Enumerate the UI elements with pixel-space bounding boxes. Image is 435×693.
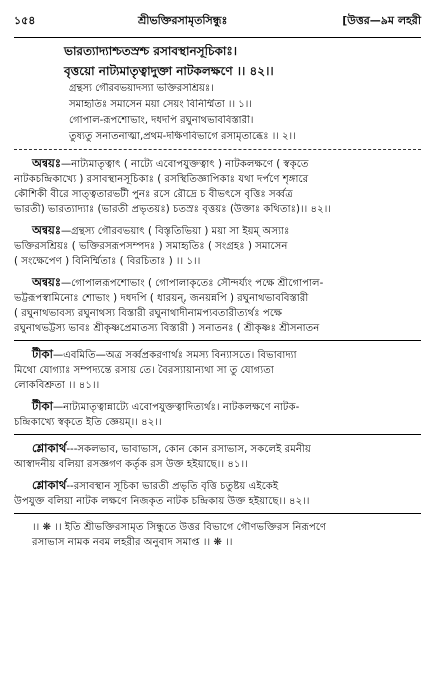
tika-text: লোকবিশ্রুতা ।। ৪১।।	[14, 379, 100, 391]
anvaya-section-3	[14, 275, 421, 336]
tika-heading: টীকা	[32, 346, 53, 361]
running-title: শ্রীভক্তিরসামৃতসিন্ধুঃ	[138, 14, 228, 27]
slokartha-text: আস্বাদনীয় বলিয়া রসজ্ঞগণ কর্তৃক রস উক্ত হইয়াছে।। ৪১।।	[14, 458, 248, 470]
section-separator	[14, 149, 421, 150]
sloka-line: সমাহৃতিঃ সমাসেন ময়া সেয়ং বিনির্ম্মিতা ।। ১।।	[69, 98, 252, 110]
tika-section-1	[14, 347, 421, 393]
page-number: ১৫৪	[14, 14, 36, 27]
anvaya-text: কৌশিকী বীরে সাত্ত্বতারভটী পুনঃ রসে রৌদ্রে চ বীভৎসে বৃত্তিঃ সর্ব্বত্র	[14, 188, 293, 200]
anvaya-text: ভারতী) ভারত্যাদ্যাঃ (ভারতী প্রভৃতয়ঃ) চতস্রঃ বৃত্তয়ঃ (উক্তাঃ কথিতাঃ)।। ৪২।।	[14, 203, 332, 215]
anvaya-text: —গ্রন্থস্য গৌরবভয়াৎ ( বিস্তৃতিভিয়া ) ময়া সা ইয়ম্ অস্যাঃ	[60, 225, 290, 237]
page-header	[14, 12, 421, 31]
anvaya-text: —গোপালরূপশোভাং ( গোপালাকৃতেঃ সৌন্দর্য্যং পক্ষে শ্রীগোপাল-	[60, 277, 324, 289]
sloka-line: গ্রন্থস্য গৌরবভয়াদস্যা ভক্তিরসশ্রিয়ঃ।	[69, 82, 214, 94]
anvaya-section-1	[14, 156, 421, 217]
colophon	[14, 520, 421, 550]
tika-section-2	[14, 399, 421, 430]
sloka-line: তুষ্যতু সনাতনাত্মা,প্রথম-দক্ষিণবিভাগে রসামৃতাব্ধেঃ ।। ২।।	[69, 130, 296, 142]
anvaya-text: ( সংক্ষেপেণ ) বিনির্ম্মিতাঃ ( বিরচিতাঃ ) ।। ১।।	[14, 255, 201, 267]
colophon-line: ।। ❋ ।। ইতি শ্রীভক্তিরসামৃত সিন্ধুতে উত্তর বিভাগে গৌণভক্তিরস নিরূপণে	[32, 521, 327, 533]
sloka-line: গোপাল-রূপশোভাং, দধদপি রঘুনাথভাববিস্তারী।	[69, 114, 254, 126]
tika-heading: টীকা	[32, 398, 53, 413]
tika-text: —এবমিতি—অত্র সর্ব্বপ্রকরণার্থঃ সমস্য বিন্যাসতে। বিভাবাদ্যা	[52, 349, 297, 361]
slokartha-heading: শ্লোকার্থ	[32, 440, 67, 455]
slokartha-text: ---সকলভাব, ভাবাভাস, কোন কোন রসাভাস, সকলেই রমনীয়	[66, 443, 311, 455]
anvaya-heading: অন্বয়ঃ	[32, 222, 61, 237]
anvaya-text: ( রঘুনাথভাবস্য রঘুনাথস্য বিস্তারী রঘুনাথাদীনামপ্যবতারীত্যর্থঃ পক্ষে	[14, 307, 283, 319]
anvaya-text: —নাট্যমাতৃত্বাৎ ( নাট্যে এবোপযুক্তত্বাৎ ) নাটকলক্ষণে ( স্বকৃতে	[60, 158, 309, 170]
colophon-line: রসাভাস নামক নবম লহরীর অনুবাদ সমাপ্ত ।। ❋ ।।	[32, 536, 233, 548]
anvaya-text: রঘুনাথভট্টস্য ভাবঃ শ্রীকৃষ্ণপ্রেমাতস্য বিস্তারী ) সনাতনঃ ( শ্রীকৃষ্ণঃ শ্রীসনাতন	[14, 322, 320, 334]
tika-text: চন্দ্রিকাখ্যে স্বকৃতে ইতি জ্ঞেয়ম্।। ৪২।।	[14, 416, 162, 428]
slokartha-text: উপযুক্ত বলিয়া নাটক লক্ষণে নিজকৃত নাটক চন্দ্রিকায় উক্ত হইয়াছে।। ৪২।।	[14, 495, 310, 507]
section-label: [উত্তর—৯ম লহরী	[342, 14, 421, 27]
anvaya-heading: অন্বয়ঃ	[32, 155, 61, 170]
slokartha-text: --রসাবস্থান সূচিকা ভারতী প্রভৃতি বৃত্তি চতুষ্টয় এইকেই	[66, 480, 279, 492]
section-rule	[14, 340, 421, 341]
slokartha-heading: শ্লোকার্থ	[32, 477, 67, 492]
section-rule	[14, 434, 421, 435]
tika-text: —নাট্যমাতৃত্বান্নাট্যে এবোপযুক্তত্বাদিত্যর্থঃ। নাটকলক্ষণে নাটক-	[52, 401, 300, 413]
slokartha-section-1	[14, 441, 421, 472]
anvaya-text: নাটকচন্দ্রিকাখ্যে ) রসাবস্থানসূচিকাঃ ( রসস্থিতিজ্ঞাপিকাঃ যথা দর্পণে শৃঙ্গারে	[14, 173, 309, 185]
section-rule	[14, 513, 421, 514]
anvaya-section-2	[14, 223, 421, 269]
anvaya-text: ভক্তিরসশ্রিয়ঃ ( ভক্তিরসরূপসম্পদঃ ) সমাহৃতিঃ ( সংগ্রহঃ ) সমাসেন	[14, 240, 288, 252]
verse-title-line-2: বৃত্তয়ো নাট্যমাতৃত্বাদুক্তা নাটকলক্ষণে ।। ৪২।।	[64, 64, 274, 79]
slokartha-section-2	[14, 478, 421, 509]
verse-title-line-1: ভারত্যাদ্যাশ্চতস্রশ্চ রসাবস্থানসূচিকাঃ।	[64, 44, 238, 58]
tika-text: মিথো যোগ্যাঃ সম্পদ্যন্তে রসায় তে। বৈরস্যায়ান্যথা সা তু যোগ্যতা	[14, 364, 274, 376]
anvaya-heading: অন্বয়ঃ	[32, 274, 61, 289]
header-rule	[14, 37, 421, 38]
sloka-block	[14, 83, 421, 143]
anvaya-text: ভট্টরূপস্বামিনোঃ শোভাং ) দধদপি ( ধারয়ন্, জনয়ন্নপি ) রঘুনাথভাববিস্তারী	[14, 292, 309, 304]
